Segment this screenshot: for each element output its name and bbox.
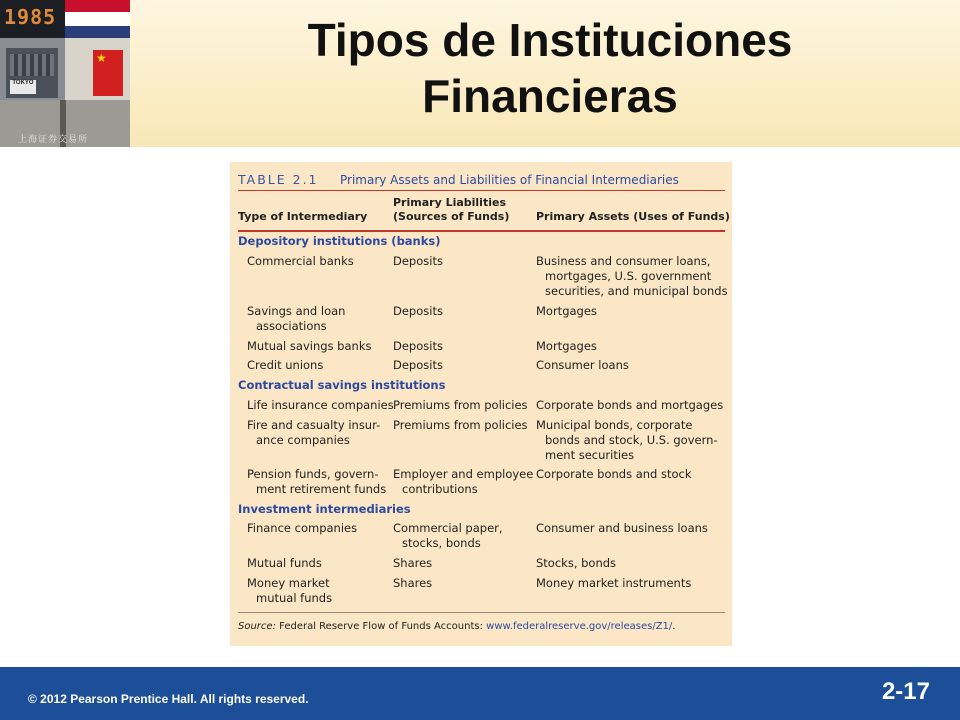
table-cell-type: Fire and casualty insur-	[247, 418, 381, 432]
section-heading: Investment intermediaries	[238, 502, 411, 516]
ticker-digits: 1985	[4, 5, 57, 29]
source-label: Source:	[238, 621, 276, 632]
table-cell-liab: Deposits	[393, 254, 443, 268]
header-liabilities-line-2: (Sources of Funds)	[393, 210, 510, 223]
stock-exchange-building-photo	[0, 38, 65, 100]
table-cell-liab: stocks, bonds	[402, 536, 481, 550]
table-cell-type: Commercial banks	[247, 254, 354, 268]
table-cell-liab: Shares	[393, 556, 433, 570]
table-cell-liab: Employer and employee	[393, 467, 534, 481]
caption-rule	[238, 190, 725, 191]
table-cell-assets: Consumer and business loans	[536, 521, 708, 535]
table-cell-type: ance companies	[256, 433, 350, 447]
table-cell-type: Mutual funds	[247, 556, 322, 570]
exchange-sign-text: 上海证券交易所	[18, 134, 89, 144]
table-cell-assets: Corporate bonds and mortgages	[536, 398, 724, 412]
table-cell-liab: Deposits	[393, 339, 443, 353]
building-sign: TOKYO	[10, 80, 36, 94]
slide-title-line-2: Financieras	[422, 70, 678, 122]
table-cell-assets: Money market instruments	[536, 576, 692, 590]
table-cell-assets: Municipal bonds, corporate	[536, 418, 693, 432]
china-flag-photo	[65, 38, 130, 100]
table-cell-liab: Shares	[393, 576, 433, 590]
slide-title	[200, 12, 900, 124]
table-cell-assets: Corporate bonds and stock	[536, 467, 692, 481]
table-cell-assets: Business and consumer loans,	[536, 254, 711, 268]
table-cell-type: Mutual savings banks	[247, 339, 372, 353]
table-cell-assets: securities, and municipal bonds	[545, 284, 728, 298]
table-cell-liab: Premiums from policies	[393, 418, 528, 432]
table-cell-type: mutual funds	[256, 591, 333, 605]
table-cell-assets: Mortgages	[536, 304, 597, 318]
header-assets: Primary Assets (Uses of Funds)	[536, 210, 730, 223]
finance-photo-collage	[0, 0, 130, 147]
table-cell-liab: Commercial paper,	[393, 521, 503, 535]
table-cell-liab: contributions	[402, 482, 478, 496]
source-text: Federal Reserve Flow of Funds Accounts:	[279, 621, 483, 632]
source-rule	[238, 612, 725, 613]
source-end: .	[672, 621, 676, 632]
header-liabilities-line-1: Primary Liabilities	[393, 196, 506, 209]
flag-photo	[65, 0, 130, 38]
table-cell-type: ment retirement funds	[256, 482, 387, 496]
footer-copyright: © 2012 Pearson Prentice Hall. All rights reserved.	[28, 692, 309, 706]
table-cell-type: Finance companies	[247, 521, 358, 535]
star-icon: ★	[96, 51, 107, 65]
header-rule	[238, 230, 725, 232]
table-cell-type: associations	[256, 319, 327, 333]
table-cell-type: Pension funds, govern-	[247, 467, 379, 481]
table-cell-assets: ment securities	[545, 448, 635, 462]
page-number: 2-17	[881, 678, 930, 705]
financial-intermediaries-table	[230, 162, 732, 646]
table-caption-title: Primary Assets and Liabilities of Financial Intermediaries	[340, 173, 679, 187]
section-heading: Contractual savings institutions	[238, 378, 446, 392]
section-heading: Depository institutions (banks)	[238, 234, 441, 248]
table-cell-liab: Deposits	[393, 304, 443, 318]
table-cell-assets: Consumer loans	[536, 358, 629, 372]
stock-ticker-photo	[0, 0, 65, 38]
header-type: Type of Intermediary	[238, 210, 368, 223]
table-cell-assets: bonds and stock, U.S. govern-	[545, 433, 718, 447]
slide-title-line-1: Tipos de Instituciones	[307, 14, 793, 66]
table-cell-assets: Mortgages	[536, 339, 597, 353]
table-source	[238, 620, 675, 634]
table-cell-type: Money market	[247, 576, 330, 590]
table-cell-assets: mortgages, U.S. government	[545, 269, 712, 283]
table-cell-liab: Premiums from policies	[393, 398, 528, 412]
table-caption-label: TABLE 2.1	[238, 172, 319, 187]
table-cell-type: Life insurance companies	[247, 398, 394, 412]
table-cell-liab: Deposits	[393, 358, 443, 372]
table-cell-assets: Stocks, bonds	[536, 556, 617, 570]
exchange-street-photo	[0, 100, 130, 147]
table-cell-type: Savings and loan	[247, 304, 346, 318]
source-link[interactable]: www.federalreserve.gov/releases/Z1/	[486, 621, 673, 632]
table-cell-type: Credit unions	[247, 358, 324, 372]
